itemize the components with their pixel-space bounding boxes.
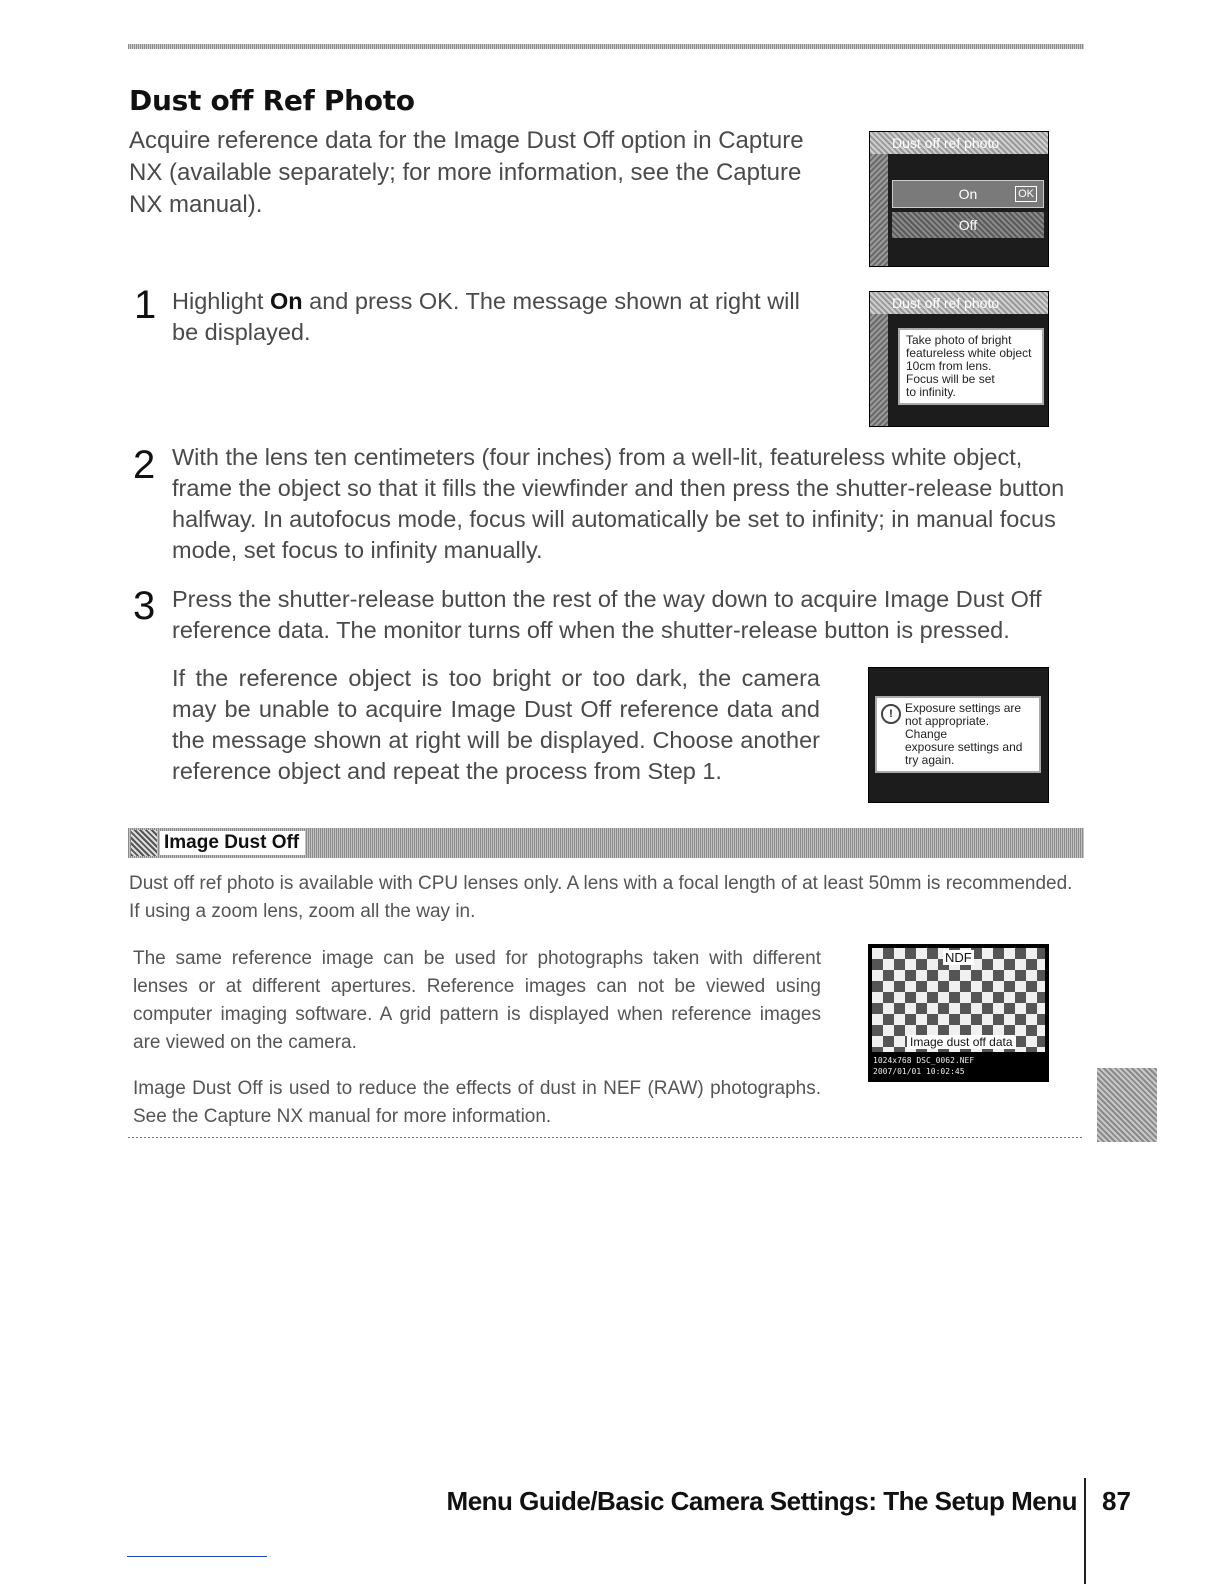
note-title: Image Dust Off xyxy=(160,831,305,855)
step-text-1: Highlight On and press OK. The message shown at right will be displayed. xyxy=(172,288,800,345)
image-info-line-2: 2007/01/01 10:02:45 xyxy=(873,1067,965,1076)
error-screenshot xyxy=(868,667,1049,803)
link-underline xyxy=(127,1556,267,1557)
note-paragraph-2: The same reference image can be used for photographs taken with different lenses or at different apertures. Reference images can not be viewed using computer imaging software. A grid pattern is displayed when reference images are viewed on the camera. xyxy=(133,948,821,1053)
step-number-1: 1 xyxy=(134,283,157,327)
error-dialog: ! Exposure settings are not appropriate. Change exposure settings and try again. xyxy=(875,696,1041,773)
menu-option-on: On OK xyxy=(892,180,1044,208)
screen-sidebar xyxy=(870,154,888,266)
menu-option-off: Off xyxy=(892,212,1044,238)
screen-header: Dust off ref photo xyxy=(870,292,1048,314)
step3-note: If the reference object is too bright or too dark, the camera may be unable to acquire Image Dust Off reference data and the message shown at right will be displayed. Choose another reference object and repeat the process from Step 1. xyxy=(172,665,820,784)
ndf-label: NDF xyxy=(945,950,972,965)
note-paragraph-1: Dust off ref photo is available with CPU lenses only. A lens with a focal length of at least 50mm is recommended. If using a zoom lens, zoom all the way in. xyxy=(129,873,1073,922)
ok-badge: OK xyxy=(1015,186,1037,202)
footer-title: Menu Guide/Basic Camera Settings: The Setup Menu xyxy=(446,1486,1077,1516)
section-title: Dust off Ref Photo xyxy=(129,84,415,117)
pencil-icon xyxy=(131,830,157,856)
section-tab-wrench-icon xyxy=(1097,1068,1157,1142)
intro-paragraph: Acquire reference data for the Image Dust Off option in Capture NX (available separately; for more information, see the Capture NX manual). xyxy=(129,127,804,218)
top-rule xyxy=(128,44,1084,49)
screen-header: Dust off ref photo xyxy=(870,132,1048,154)
note-paragraph-3: Image Dust Off is used to reduce the effects of dust in NEF (RAW) photographs. See the Capture NX manual for more information. xyxy=(133,1078,821,1127)
message-screenshot xyxy=(869,291,1049,427)
menu-screenshot xyxy=(869,131,1049,267)
message-dialog: Take photo of bright featureless white object 10cm from lens. Focus will be set to infinity. xyxy=(898,328,1044,405)
image-info-line-1: 1024x768 DSC_0062.NEF xyxy=(873,1056,975,1065)
footer-divider xyxy=(1084,1478,1086,1584)
page-number: 87 xyxy=(1102,1486,1131,1516)
grid-screenshot xyxy=(868,944,1049,1082)
step-text-3: Press the shutter-release button the rest of the way down to acquire Image Dust Off reference data. The monitor turns off when the shutter-release button is pressed. xyxy=(172,586,1042,643)
step-number-2: 2 xyxy=(133,443,156,487)
screen-sidebar xyxy=(870,314,888,426)
warning-icon: ! xyxy=(881,704,901,724)
note-bottom-rule xyxy=(128,1137,1084,1138)
step-number-3: 3 xyxy=(133,584,156,628)
step-text-2: With the lens ten centimeters (four inches) from a well-lit, featureless white object, frame the object so that it fills the viewfinder and then press the shutter-release button halfway. In autofocus mode, focus will automatically be set to infinity; in manual focus mode, set focus to infinity manually. xyxy=(172,444,1065,563)
grid-caption: Image dust off data xyxy=(907,1035,1016,1049)
